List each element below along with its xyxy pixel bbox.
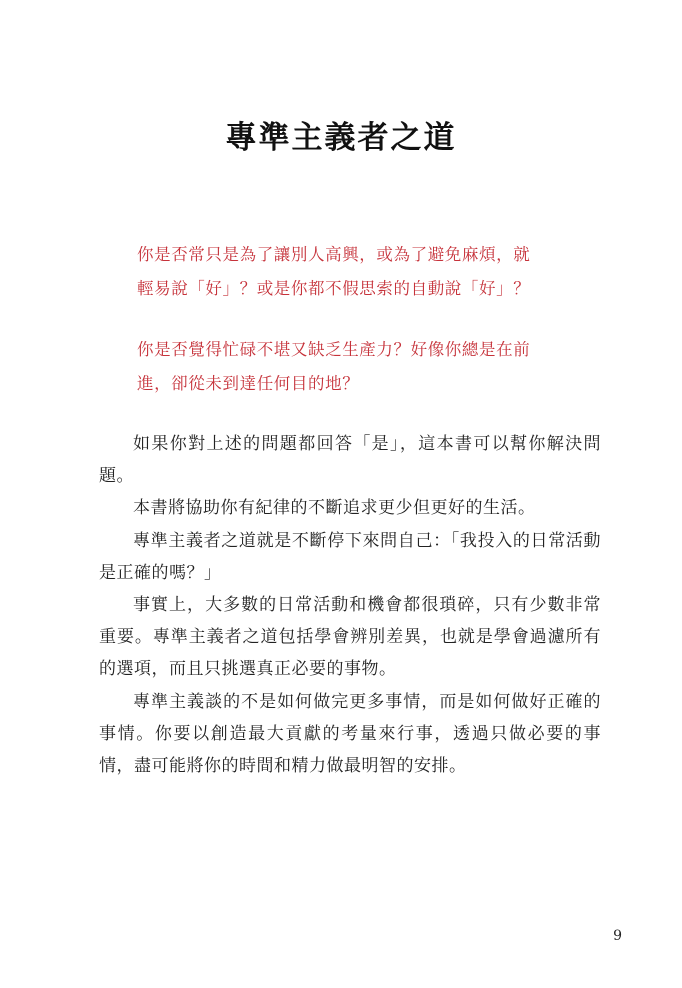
- question-block: [137, 238, 577, 401]
- question-line: 進，卻從未到達任何目的地？: [137, 374, 360, 393]
- body-paragraph: 本書將協助你有紀律的不斷追求更少但更好的生活。: [133, 498, 536, 519]
- body-paragraph: 事實上，大多數的日常活動和機會都很瑣碎，只有少數非常重要。專準主義者之道包括學會辨別差異，也就是學會過濾所有的選項，而且只挑選真正必要的事物。: [99, 595, 601, 680]
- page-number: 9: [613, 928, 622, 944]
- question-line: 你是否常只是為了讓別人高興，或為了避免麻煩，就: [137, 245, 531, 264]
- question-spacer: [137, 306, 577, 333]
- question-line: 輕易說「好」？或是你都不假思索的自動說「好」？: [137, 279, 531, 298]
- body-paragraph: 如果你對上述的問題都回答「是」，這本書可以幫你解決問題。: [99, 434, 601, 487]
- body-paragraph: 專準主義者之道就是不斷停下來問自己：「我投入的日常活動是正確的嗎？」: [99, 530, 601, 583]
- body-text: [99, 428, 601, 782]
- page-title: 專準主義者之道: [225, 120, 457, 156]
- question-line: 你是否覺得忙碌不堪又缺乏生產力？好像你總是在前: [137, 340, 531, 359]
- body-paragraph: 專準主義談的不是如何做完更多事情，而是如何做好正確的事情。你要以創造最大貢獻的考量來行事，透過只做必要的事情，盡可能將你的時間和精力做最明智的安排。: [99, 691, 601, 777]
